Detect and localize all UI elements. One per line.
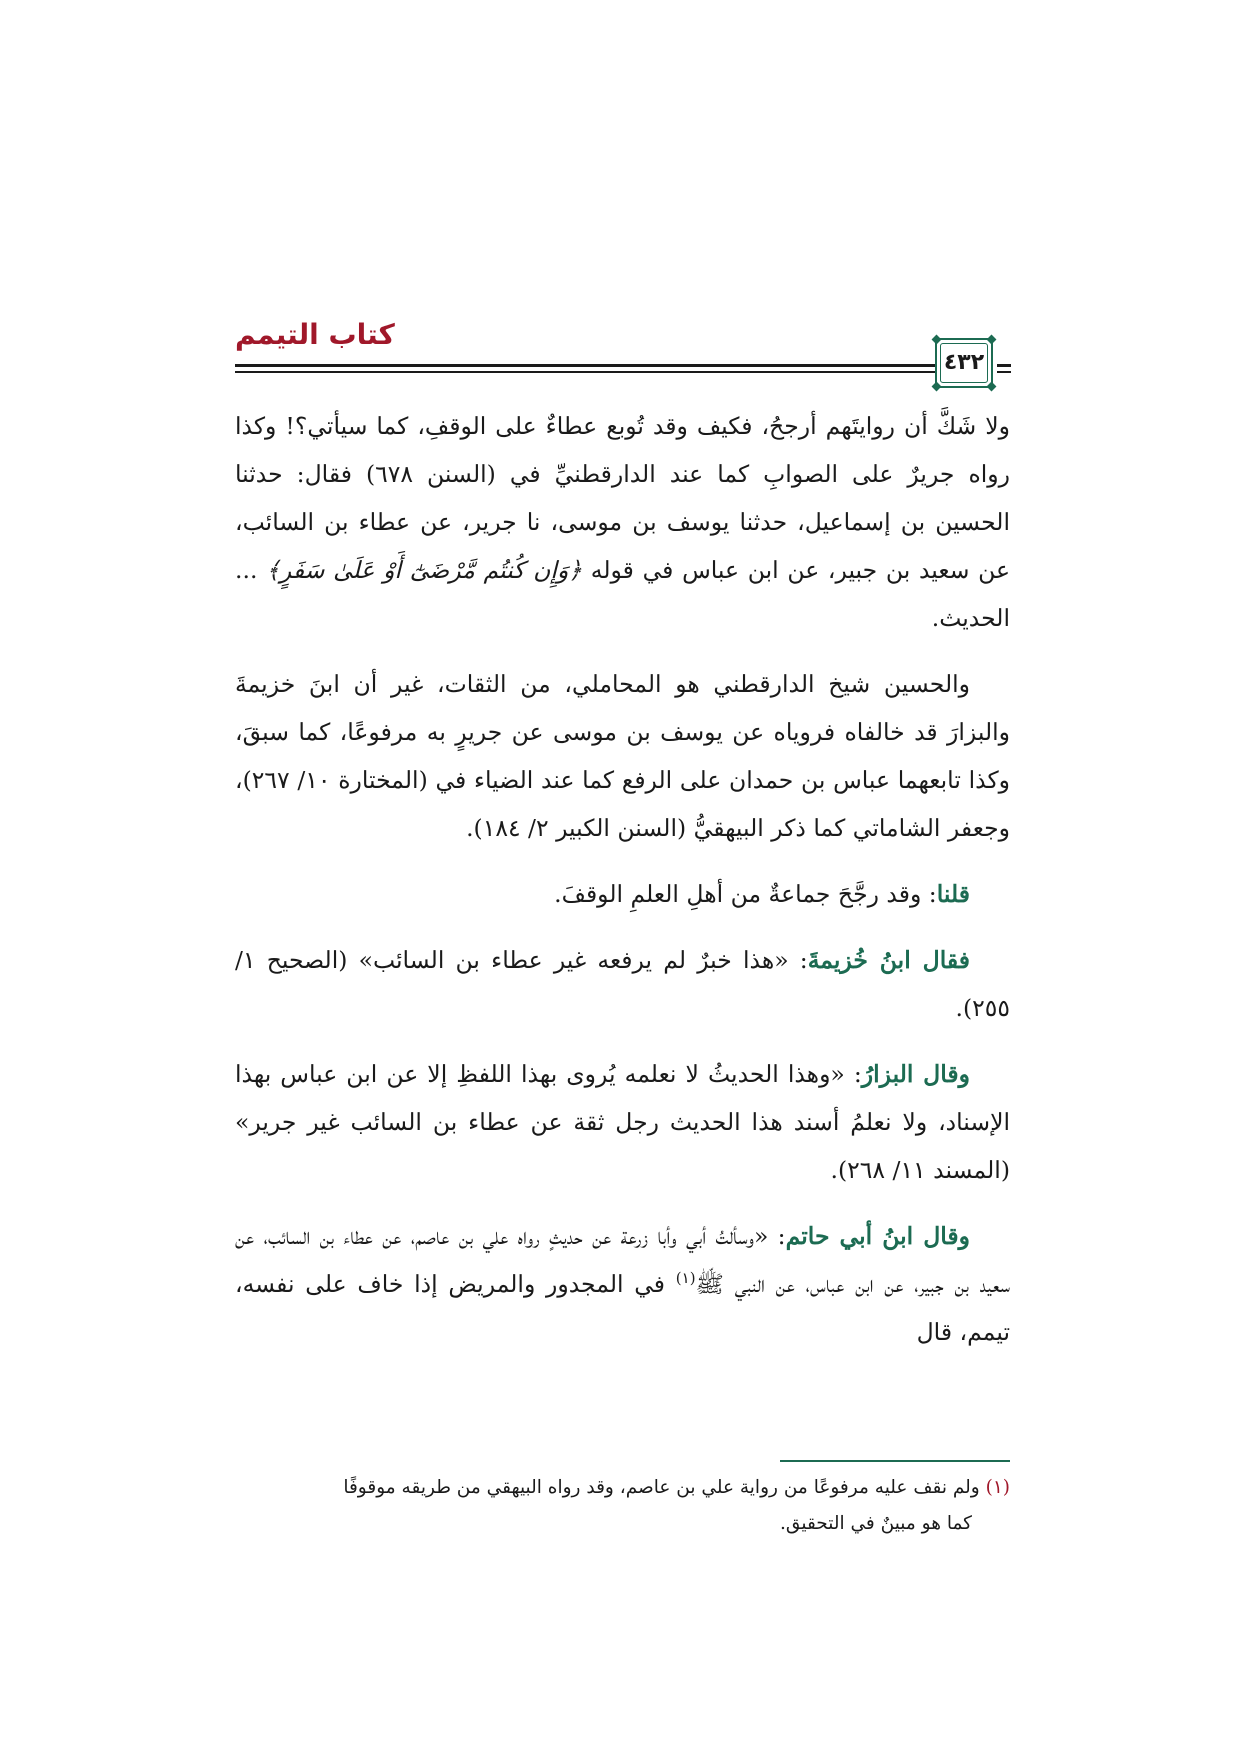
footnote-number: (١) xyxy=(985,1477,1010,1498)
paragraph-text: : «وسألتُ أبي وأبا زرعة عن حديثٍ رواه علي بن عاصم، عن عطاء بن السائب، عن سعيد بن جبير، عن ابن عباس، عن النبي ﷺ xyxy=(235,1222,1010,1298)
footnote-line xyxy=(235,1506,1010,1542)
paragraph-text: : «هذا خبرٌ لم يرفعه غير عطاء بن السائب» (الصحيح ١/ ٢٥٥). xyxy=(235,946,1010,1022)
paragraph-text: : وقد رجَّحَ جماعةٌ من أهلِ العلمِ الوقفَ. xyxy=(554,880,937,908)
paragraph-text: والحسين شيخ الدارقطني هو المحاملي، من الثقات، غير أن ابنَ خزيمةَ والبزارَ قد خالفاه فروياه عن يوسف بن موسى عن جريرٍ به مرفوعًا، كما سبقَ، وكذا تابعهما عباس بن حمدان على الرفع كما عند الضياء في (المختارة ١٠/ ٢٦٧)، وجعفر الشاماتي كما ذكر البيهقيُّ (السنن الكبير ٢/ ١٨٤). xyxy=(235,670,1010,842)
paragraph-text: في المجدور والمريض إذا خاف على نفسه، تيمم، قال xyxy=(235,1270,1010,1346)
book-title: كتاب التيمم xyxy=(235,318,395,351)
main-text xyxy=(235,402,1010,1374)
footnote-text: كما هو مبينٌ في التحقيق. xyxy=(780,1513,972,1534)
speaker-label: فقال ابنُ خُزيمةَ xyxy=(807,946,970,974)
ornament-icon xyxy=(987,335,997,345)
quran-quote: ﴿وَإِن كُنتُم مَّرْضَىٰٓ أَوْ عَلَىٰ سَفَرٍ﴾ xyxy=(266,556,583,584)
page-number-frame xyxy=(935,338,993,388)
ornament-icon xyxy=(932,382,942,392)
page-header xyxy=(235,310,1010,390)
paragraph xyxy=(235,936,1010,1032)
speaker-label: قلنا xyxy=(936,880,970,908)
page-number: ٤٣٢ xyxy=(943,350,985,375)
paragraph xyxy=(235,402,1010,642)
ornament-icon xyxy=(932,335,942,345)
paragraph xyxy=(235,660,1010,852)
footnote-line xyxy=(235,1470,1010,1506)
paragraph xyxy=(235,870,1010,918)
speaker-label: وقال البزارُ xyxy=(861,1060,970,1088)
paragraph-text: ... الحديث. xyxy=(235,556,1010,632)
ornament-icon xyxy=(987,382,997,392)
header-rule xyxy=(997,371,1011,373)
footnote-separator xyxy=(780,1460,1010,1462)
paragraph xyxy=(235,1212,1010,1356)
paragraph xyxy=(235,1050,1010,1194)
paragraph-text: ولا شَكَّ أن روايتَهم أرجحُ، فكيف وقد تُوبع عطاءٌ على الوقفِ، كما سيأتي؟! وكذا رواه جريرٌ على الصوابِ كما عند الدارقطنيِّ في (السنن ٦٧٨) فقال: حدثنا الحسين بن إسماعيل، حدثنا يوسف بن موسى، نا جرير، عن عطاء بن السائب، عن سعيد بن جبير، عن ابن عباس في قوله xyxy=(235,412,1010,584)
header-rule xyxy=(235,371,935,373)
footnote-ref[interactable]: (١) xyxy=(675,1269,696,1288)
speaker-label: وقال ابنُ أبي حاتم xyxy=(785,1222,971,1250)
header-rule xyxy=(997,364,1011,367)
footnote xyxy=(235,1470,1010,1542)
header-rule xyxy=(235,364,935,367)
footnote-text: ولم نقف عليه مرفوعًا من رواية علي بن عاصم، وقد رواه البيهقي من طريقه موقوفًا xyxy=(343,1477,986,1498)
paragraph-text: : «وهذا الحديثُ لا نعلمه يُروى بهذا اللفظِ إلا عن ابن عباس بهذا الإسناد، ولا نعلمُ أسند هذا الحديث رجل ثقة عن عطاء بن السائب غير جرير» (المسند ١١/ ٢٦٨). xyxy=(235,1060,1010,1184)
